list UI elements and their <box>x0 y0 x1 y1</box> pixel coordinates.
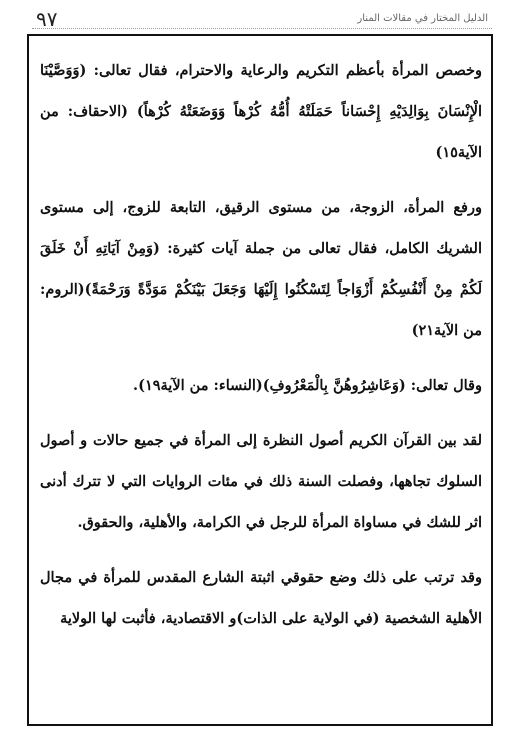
paragraph-quran-principles: لقد بين القرآن الكريم أصول النظرة إلى المرأة في جميع حالات و أصول السلوك تجاهها، وفصلت السنة ذلك في مئات الروايات التي لا تترك أدنى اثر للشك في مساواة المرأة للرجل في الكرامة، والأهلية، والحقوق. <box>40 432 482 531</box>
page-number: ٩٧ <box>36 7 58 31</box>
running-header-title: الدليل المختار في مقالات المنار <box>357 13 488 24</box>
paragraph-wife-status: ورفع المرأة، الزوجة، من مستوى الرقيق، التابعة للزوج، إلى مستوى الشريك الكامل، فقال تعالى من جملة آيات كثيرة: (وَمِنْ آيَاتِهِ أَنْ خَلَقَ لَكُمْ مِنْ أَنْفُسِكُمْ أَزْوَاجاً لِتَسْكُنُوا إِلَيْهَا وَجَعَلَ بَيْنَكُمْ مَوَدَّةً وَرَحْمَةً)(الروم: من الآية٢١) <box>40 199 482 339</box>
paragraph-legal-status: وقد ترتب على ذلك وضع حقوقي اثبتة الشارع المقدس للمرأة في مجال الأهلية الشخصية (في الولاية على الذات)و الاقتصادية، فأثبت لها الولاية <box>40 569 482 627</box>
paragraph-woman-honor: وخصص المرأة بأعظم التكريم والرعاية والاحترام، فقال تعالى: (وَوَصَّيْنَا الْإِنْسَانَ بِوَالِدَيْهِ إِحْسَاناً حَمَلَتْهُ أُمُّهُ كُرْهاً وَوَضَعَتْهُ كُرْهاً) (الاحقاف: من الآية١٥) <box>40 62 482 161</box>
page-body <box>40 50 482 653</box>
paragraph-kind-treatment: وقال تعالى: (وَعَاشِرُوهُنَّ بِالْمَعْرُوفِ)(النساء: من الآية١٩). <box>133 377 482 394</box>
header-rule <box>32 28 492 29</box>
